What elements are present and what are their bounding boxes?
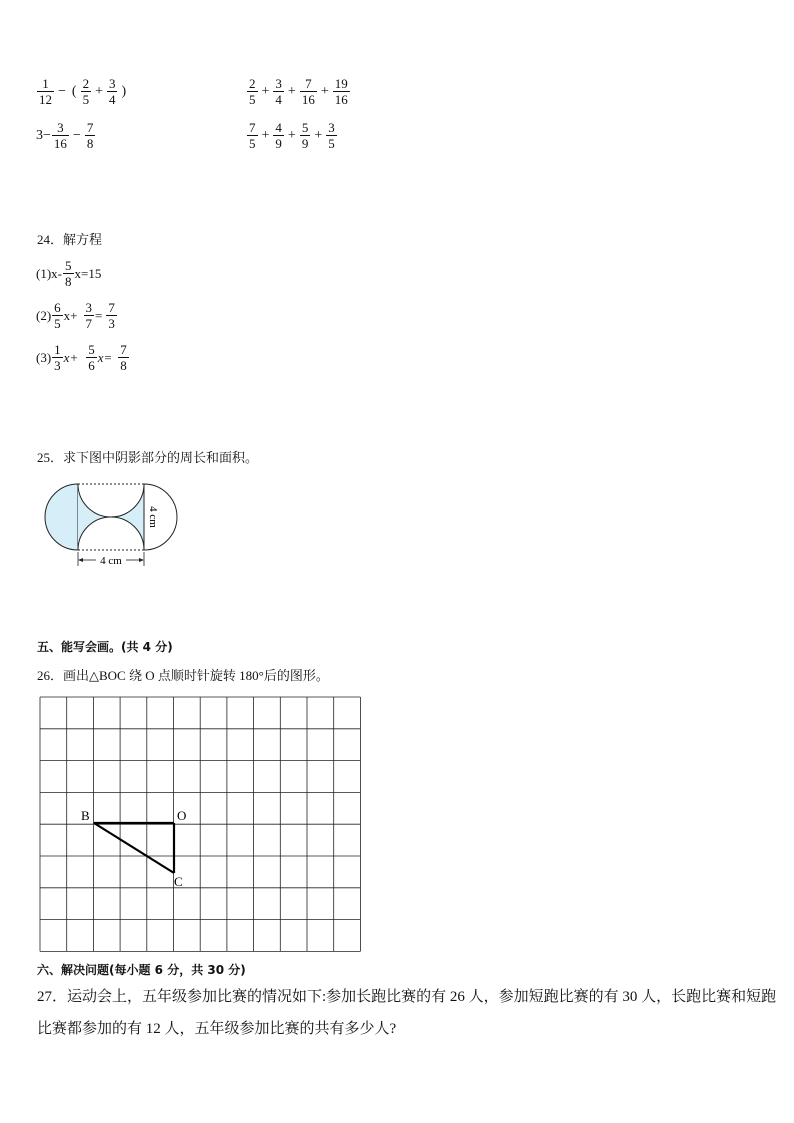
operator: + xyxy=(95,83,103,99)
label-o: O xyxy=(177,808,187,823)
operator: + xyxy=(314,127,323,143)
eq-prefix: (1)x- xyxy=(36,265,62,281)
operator: + xyxy=(261,127,270,143)
operator: + xyxy=(287,127,296,143)
label-c: C xyxy=(174,874,183,889)
fraction: $\frac{5}{6}$ xyxy=(88,342,95,373)
eq-prefix: (3) xyxy=(36,349,52,365)
fraction: $\frac{1}{3}$ xyxy=(54,342,61,373)
paren: ) xyxy=(121,83,127,99)
eq-prefix: (2) xyxy=(36,307,52,323)
lead-number: 3− xyxy=(36,127,51,143)
section-5-title: 五、能写会画。(共 4 分) xyxy=(37,640,173,654)
fraction: $\frac{7}{8}$ xyxy=(120,342,127,373)
section-6-title: 六、解决问题(每小题 6 分，共 30 分) xyxy=(37,963,246,977)
fraction: $\frac{1}{12}$ xyxy=(39,76,52,107)
fraction: $\frac{7}{8}$ xyxy=(86,120,94,151)
operator: + xyxy=(287,83,296,99)
eq-suffix: x=15 xyxy=(74,265,102,281)
q25-title: 25．求下图中阴影部分的周长和面积。 xyxy=(37,450,259,465)
fraction: $\frac{4}{9}$ xyxy=(275,120,282,151)
paren: ( xyxy=(71,83,77,99)
fraction: $\frac{19}{16}$ xyxy=(334,76,348,107)
operator: + xyxy=(320,83,329,99)
equation-3 xyxy=(36,342,130,373)
fraction: $\frac{3}{16}$ xyxy=(53,120,67,151)
calc-expression-1 xyxy=(36,76,129,107)
operator: − xyxy=(72,127,81,143)
fraction: $\frac{7}{5}$ xyxy=(249,120,256,151)
fraction: $\frac{6}{5}$ xyxy=(54,300,61,331)
eq-sign: = xyxy=(95,307,103,323)
q24-title: 24．解方程 xyxy=(37,232,103,247)
edge-bc xyxy=(94,823,174,873)
grid-figure xyxy=(38,695,363,955)
q27-text: 27．运动会上，五年级参加比赛的情况如下:参加长跑比赛的有 26 人，参加短跑比赛的有 30 人，长跑比赛和短跑比赛都参加的有 12 人，五年级参加比赛的共有多少人? xyxy=(37,989,777,1037)
eq-mid: x+ xyxy=(63,307,78,323)
calc-expression-4 xyxy=(246,120,338,151)
fraction: $\frac{2}{5}$ xyxy=(82,76,90,107)
grid-lines xyxy=(40,697,360,951)
shaded-figure xyxy=(36,478,196,573)
fraction: $\frac{7}{3}$ xyxy=(108,300,115,331)
triangle-boc xyxy=(94,823,174,873)
calc-expression-2 xyxy=(36,120,96,151)
calc-expression-3 xyxy=(246,76,351,107)
eq-mid: x+ xyxy=(63,349,79,365)
fraction: $\frac{5}{9}$ xyxy=(301,120,309,151)
fraction: $\frac{2}{5}$ xyxy=(249,76,256,107)
fraction: $\frac{3}{4}$ xyxy=(108,76,116,107)
operator: − xyxy=(58,83,66,99)
fraction: $\frac{7}{16}$ xyxy=(301,76,315,107)
shaded-left-semicircle xyxy=(45,484,78,550)
eq-mid: x= xyxy=(97,349,113,365)
fraction: $\frac{3}{7}$ xyxy=(85,300,93,331)
equation-1 xyxy=(36,258,101,289)
dimension-label-horizontal: 4 cm xyxy=(100,555,122,567)
fraction: $\frac{5}{8}$ xyxy=(65,258,72,289)
q26-title: 26．画出△BOC 绕 O 点顺时针旋转 180°后的图形。 xyxy=(37,668,329,683)
equation-2 xyxy=(36,300,118,331)
operator: + xyxy=(261,83,270,99)
dimension-label-vertical: 4 cm xyxy=(147,506,159,528)
fraction: $\frac{3}{4}$ xyxy=(275,76,282,107)
fraction: $\frac{3}{5}$ xyxy=(328,120,335,151)
label-b: B xyxy=(81,808,90,823)
